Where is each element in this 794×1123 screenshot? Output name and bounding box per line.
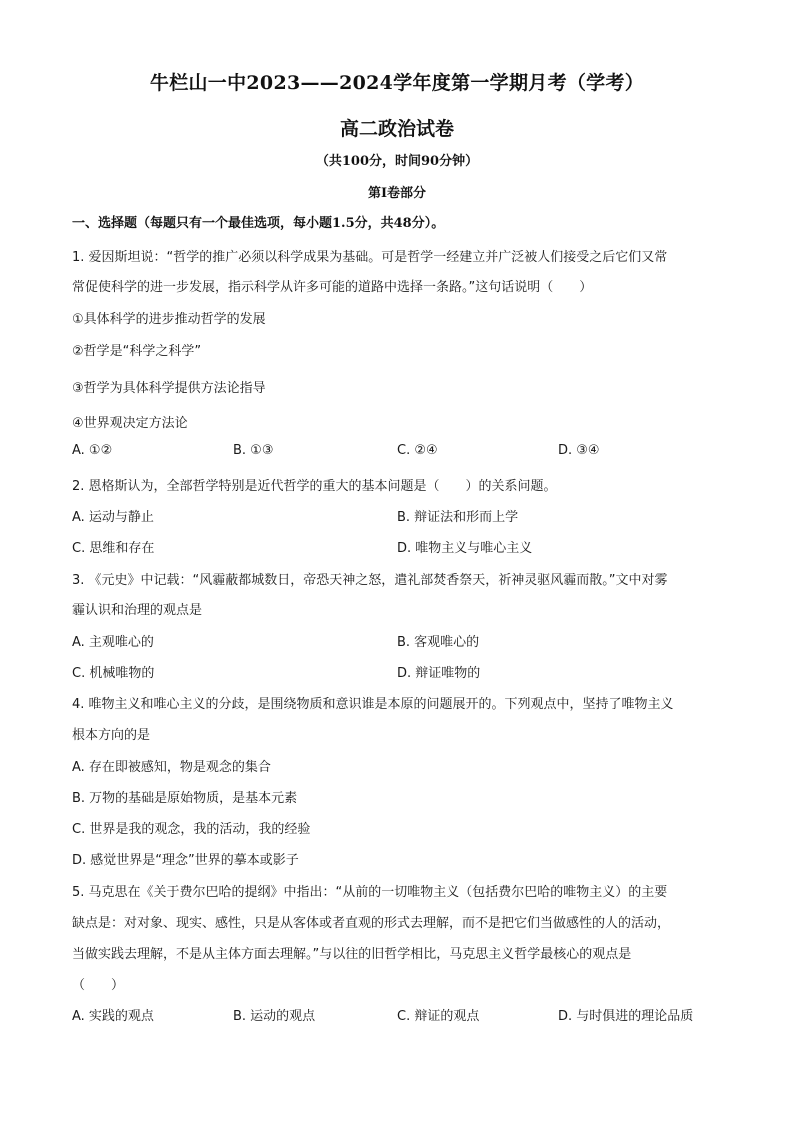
q3-stem-line1: 3. 《元史》中记载：“风霾蔽都城数日，帝恐天神之怒，遣礼部焚香祭天，祈神灵驱风霾而散。”文中对雾	[72, 573, 668, 588]
q2-stem: 2. 恩格斯认为，全部哲学特别是近代哲学的重大的基本问题是（ ）的关系问题。	[72, 479, 557, 494]
q5-option-b: B. 运动的观点	[233, 1009, 316, 1024]
section-heading: 一、选择题（每题只有一个最佳选项，每小题1.5分，共48分）。	[72, 216, 445, 231]
q2-option-a: A. 运动与静止	[72, 510, 154, 525]
q1-item-2: ②哲学是“科学之科学”	[72, 344, 202, 359]
q1-option-b: B. ①③	[233, 443, 274, 458]
q1-option-d: D. ③④	[558, 443, 600, 458]
q4-option-a: A. 存在即被感知，物是观念的集合	[72, 760, 271, 775]
q4-option-b: B. 万物的基础是原始物质，是基本元素	[72, 791, 298, 806]
q2-option-d: D. 唯物主义与唯心主义	[397, 541, 533, 556]
q5-option-d: D. 与时俱进的理论品质	[558, 1009, 694, 1024]
q1-option-a: A. ①②	[72, 443, 113, 458]
q5-stem-line1: 5. 马克思在《关于费尔巴哈的提纲》中指出：“从前的一切唯物主义（包括费尔巴哈的唯物主义）的主要	[72, 885, 668, 900]
q4-stem-line1: 4. 唯物主义和唯心主义的分歧，是围绕物质和意识谁是本原的问题展开的。下列观点中，坚持了唯物主义	[72, 697, 674, 712]
q5-stem-line2: 缺点是：对对象、现实、感性，只是从客体或者直观的形式去理解，而不是把它们当做感性的人的活动，	[72, 916, 671, 931]
q5-stem-line4: （ ）	[72, 978, 125, 993]
q1-option-c: C. ②④	[397, 443, 438, 458]
q4-stem-line2: 根本方向的是	[72, 728, 151, 743]
q3-option-b: B. 客观唯心的	[397, 635, 480, 650]
q1-item-3: ③哲学为具体科学提供方法论指导	[72, 381, 266, 396]
q1-item-4: ④世界观决定方法论	[72, 416, 188, 431]
q4-option-c: C. 世界是我的观念，我的活动，我的经验	[72, 822, 311, 837]
score-time-note: （共100分，时间90分钟）	[315, 154, 479, 169]
q5-stem-line3: 当做实践去理解，不是从主体方面去理解。”与以往的旧哲学相比，马克思主义哲学最核心的观点是	[72, 947, 632, 962]
q3-option-a: A. 主观唯心的	[72, 635, 154, 650]
part-heading: 第Ⅰ卷部分	[367, 186, 427, 201]
q1-item-1: ①具体科学的进步推动哲学的发展	[72, 312, 266, 327]
q4-option-d: D. 感觉世界是“理念”世界的摹本或影子	[72, 853, 299, 868]
q5-option-a: A. 实践的观点	[72, 1009, 154, 1024]
q3-option-c: C. 机械唯物的	[72, 666, 155, 681]
q3-option-d: D. 辩证唯物的	[397, 666, 481, 681]
q3-stem-line2: 霾认识和治理的观点是	[72, 603, 203, 618]
q2-option-b: B. 辩证法和形而上学	[397, 510, 519, 525]
exam-subject: 高二政治试卷	[339, 118, 454, 140]
q2-option-c: C. 思维和存在	[72, 541, 155, 556]
exam-title: 牛栏山一中2023——2024学年度第一学期月考（学考）	[149, 72, 645, 94]
q1-stem-line2: 常促使科学的进一步发展，指示科学从许多可能的道路中选择一条路。”这句话说明（ ）	[72, 280, 593, 295]
q5-option-c: C. 辩证的观点	[397, 1009, 480, 1024]
q1-stem-line1: 1. 爱因斯坦说：“哲学的推广必须以科学成果为基础。可是哲学一经建立并广泛被人们接受之后它们又常	[72, 250, 668, 265]
